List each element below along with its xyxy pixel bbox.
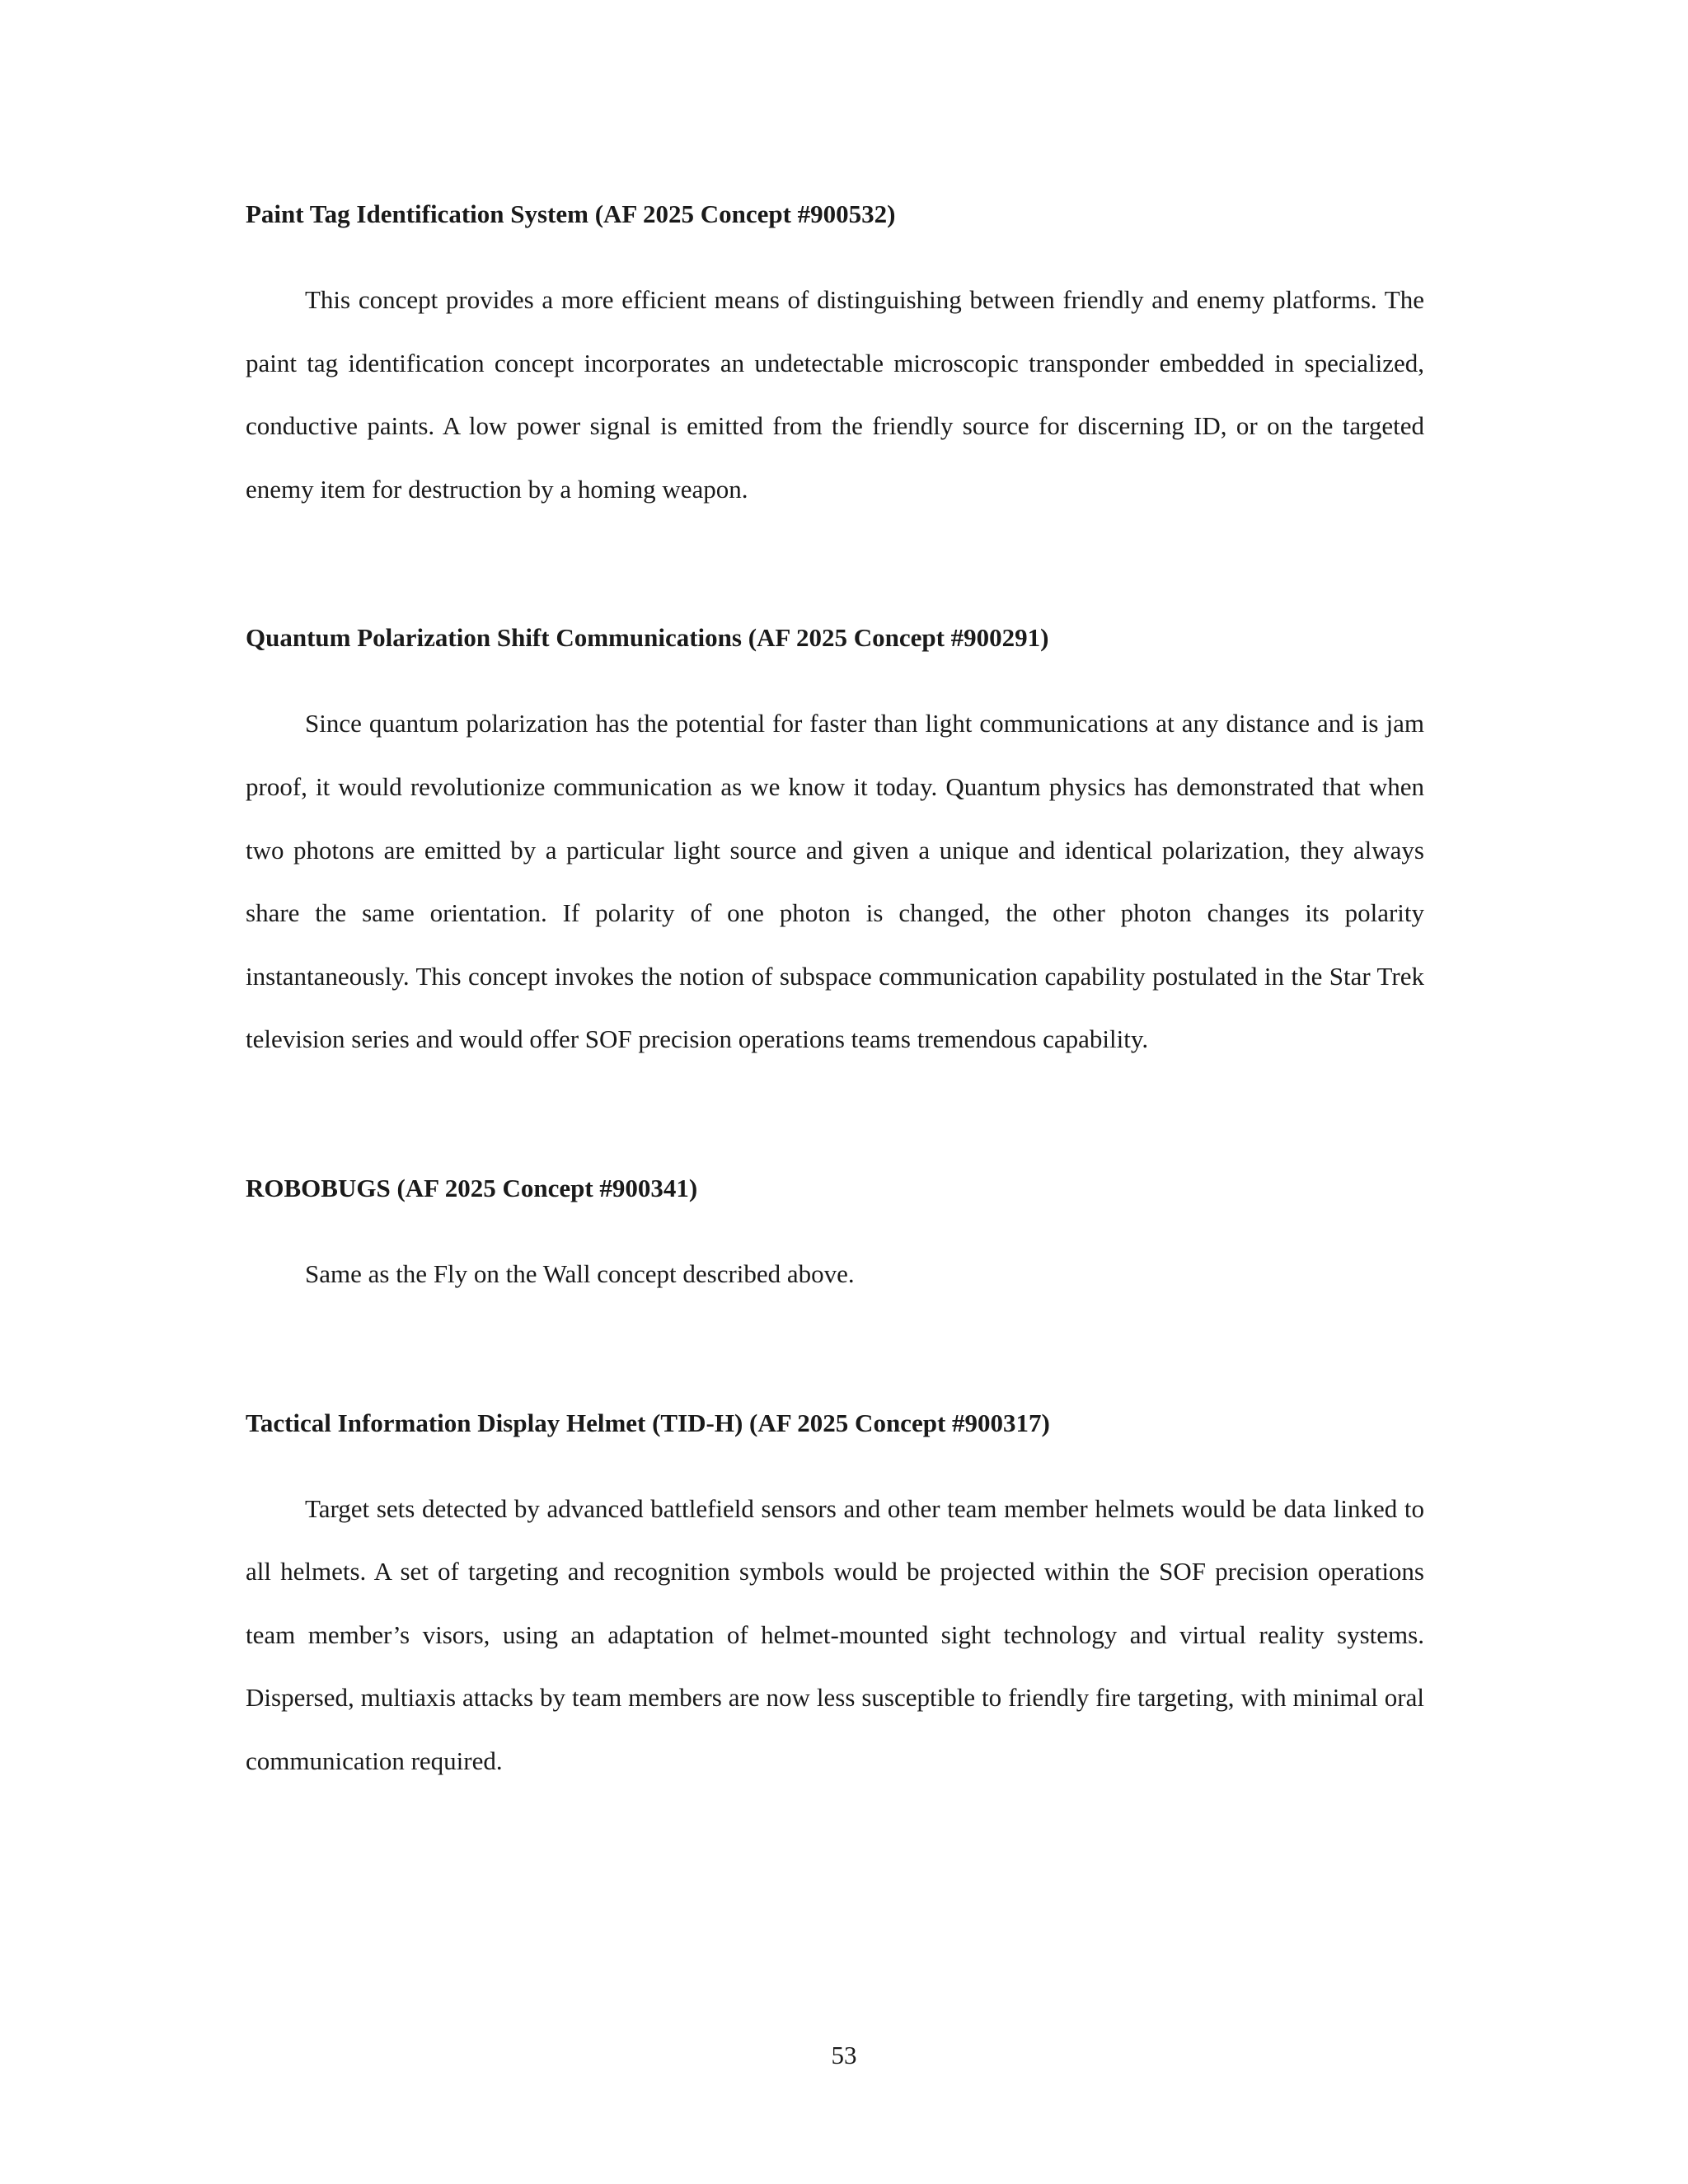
section-body: Same as the Fly on the Wall concept described above.: [305, 1258, 855, 1288]
section-paint-tag: [246, 196, 1424, 521]
section-heading: Tactical Information Display Helmet (TID-H) (AF 2025 Concept #900317): [246, 1408, 1050, 1437]
section-body: Target sets detected by advanced battlefield sensors and other team member helmets would be data linked to all helmets. A set of targeting and recognition symbols would be projected within the SOF precision operations team member’s visors, using an adaptation of helmet-mounted sight technology and virtual reality systems. Dispersed, multiaxis attacks by team members are now less susceptible to friendly fire targeting, with minimal oral communication required.: [246, 1493, 1424, 1775]
section-tid-helmet: [246, 1405, 1424, 1793]
page-content: [246, 196, 1424, 1892]
section-heading: Paint Tag Identification System (AF 2025 Concept #900532): [246, 199, 896, 228]
section-heading: ROBOBUGS (AF 2025 Concept #900341): [246, 1173, 698, 1202]
section-robobugs: [246, 1170, 1424, 1306]
section-heading: Quantum Polarization Shift Communications (AF 2025 Concept #900291): [246, 623, 1049, 653]
section-body: Since quantum polarization has the potential for faster than light communications at any distance and is jam proof, it would revolutionize communication as we know it today. Quantum physics has demonstrated that when two photons are emitted by a particular light source and given a unique and identical polarization, they always share the same orientation. If polarity of one photon is changed, the other photon changes its polarity instantaneously. This concept invokes the notion of subspace communication capability postulated in the Star Trek television series and would offer SOF precision operations teams tremendous capability.: [246, 709, 1424, 1054]
page-number: 53: [831, 2041, 857, 2069]
section-quantum-polarization: [246, 620, 1424, 1071]
section-body: This concept provides a more efficient means of distinguishing between friendly and enemy platforms. The paint tag identification concept incorporates an undetectable microscopic transponder embedded in specialized, conductive paints. A low power signal is emitted from the friendly source for discerning ID, or on the targeted enemy item for destruction by a homing weapon.: [246, 285, 1424, 504]
